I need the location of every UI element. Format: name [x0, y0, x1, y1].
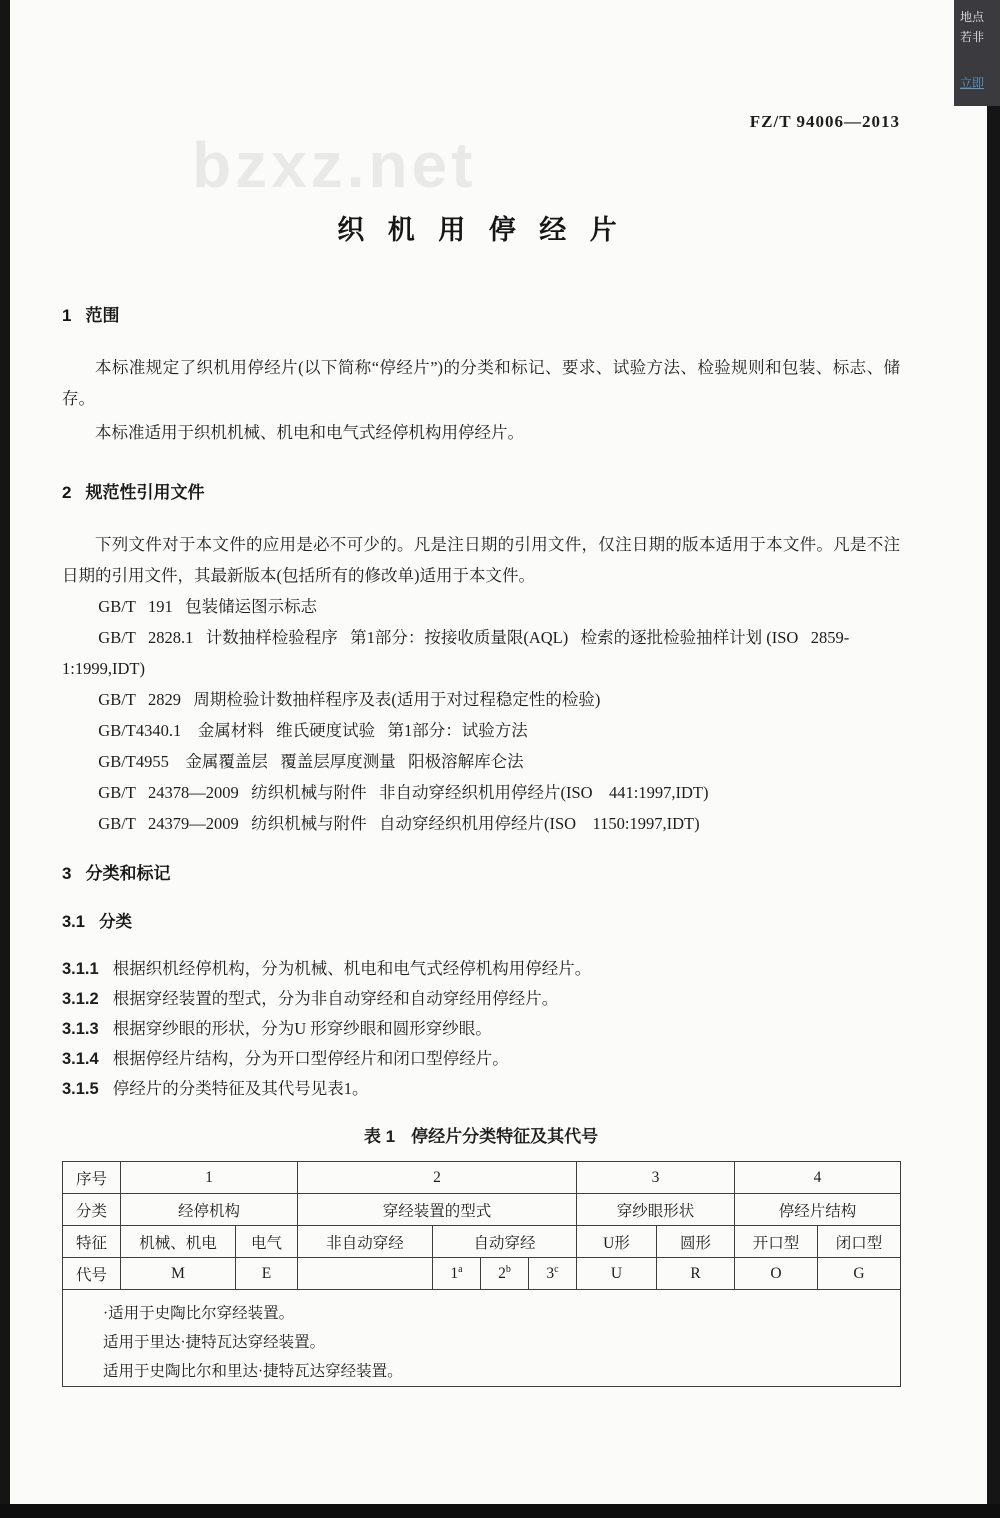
overlay-text-line: 地点 [960, 10, 985, 24]
table-cell: 圆形 [657, 1226, 735, 1258]
section-number: 2 [62, 483, 72, 502]
reference-item: GB/T 191 包装储运图示标志 [98, 597, 318, 616]
left-black-edge [0, 0, 10, 1518]
clause-number: 3.1.1 [62, 960, 99, 978]
footnote-line: 适用于史陶比尔和里达·捷特瓦达穿经装置。 [103, 1363, 403, 1380]
table-caption [62, 1122, 900, 1147]
section-title: 分类和标记 [85, 864, 171, 883]
row-label: 特征 [63, 1226, 121, 1258]
clause-number: 3.1.5 [62, 1080, 99, 1098]
site-overlay-panel [954, 0, 1000, 106]
clause-number: 3.1.3 [62, 1020, 99, 1038]
clause-text: 根据织机经停机构，分为机械、机电和电气式经停机构用停经片。 [112, 959, 592, 978]
row-label: 分类 [63, 1194, 121, 1226]
reference-item: GB/T4340.1 金属材料 维氏硬度试验 第1部分：试验方法 [98, 721, 528, 740]
paragraph: 本标准规定了织机用停经片(以下简称“停经片”)的分类和标记、要求、试验方法、检验规则和包装、标志、储存。 [62, 358, 900, 408]
row-label: 代号 [63, 1258, 121, 1290]
table-cell: G [818, 1258, 901, 1290]
footnote-marker: c [554, 1263, 559, 1275]
table-cell: 穿经装置的型式 [298, 1194, 577, 1226]
table-row [63, 1162, 901, 1194]
clause-number: 3.1.4 [62, 1050, 99, 1068]
table-caption-text: 停经片分类特征及其代号 [411, 1127, 599, 1146]
table-cell: U形 [577, 1226, 657, 1258]
reference-item: GB/T 24378—2009 纺织机械与附件 非自动穿经织机用停经片(ISO 441:1997,IDT) [98, 783, 709, 802]
table-caption-number: 表 1 [363, 1127, 396, 1146]
table-cell [298, 1258, 433, 1290]
table-cell: 非自动穿经 [298, 1226, 433, 1258]
code-value: 2 [498, 1264, 506, 1282]
code-value: 1 [450, 1264, 459, 1282]
right-black-edge [987, 0, 1000, 1518]
table-cell: 停经片结构 [735, 1194, 901, 1226]
table-cell: 3 [577, 1162, 735, 1194]
paragraph: 下列文件对于本文件的应用是必不可少的。凡是注日期的引用文件，仅注日期的版本适用于本文件。凡是不注日期的引用文件，其最新版本(包括所有的修改单)适用于本文件。 [62, 535, 900, 585]
table-cell [433, 1258, 481, 1290]
reference-item: GB/T4955 金属覆盖层 覆盖层厚度测量 阳极溶解库仑法 [98, 752, 524, 771]
section-heading-1 [62, 301, 900, 326]
section-heading-2 [62, 478, 900, 503]
classification-table [62, 1161, 901, 1387]
table-cell: 2 [298, 1162, 577, 1194]
table-cell: 开口型 [735, 1226, 818, 1258]
table-row [63, 1194, 901, 1226]
code-value: 3 [546, 1264, 555, 1282]
table-cell: 经停机构 [121, 1194, 298, 1226]
table-footnotes [63, 1290, 901, 1387]
clause-text: 停经片的分类特征及其代号见表1。 [112, 1079, 369, 1098]
clause-item [62, 1044, 900, 1074]
table-cell: U [577, 1258, 657, 1290]
section-title: 范围 [85, 306, 120, 325]
section-heading-3 [62, 859, 900, 884]
clause-number: 3.1.2 [62, 990, 99, 1008]
bottom-black-edge [0, 1504, 1000, 1518]
footnote-marker: b [505, 1263, 511, 1275]
section-number: 1 [62, 306, 72, 325]
section-title: 分类 [98, 913, 132, 931]
table-cell: O [735, 1258, 818, 1290]
standard-number: FZ/T 94006—2013 [749, 112, 900, 131]
clause-text: 根据停经片结构，分为开口型停经片和闭口型停经片。 [112, 1049, 509, 1068]
table-cell [481, 1258, 529, 1290]
section-number: 3.1 [62, 913, 85, 931]
page-title: 织 机 用 停 经 片 [337, 215, 625, 245]
table-row [63, 1290, 901, 1387]
table-cell: 4 [735, 1162, 901, 1194]
table-cell: 穿纱眼形状 [577, 1194, 735, 1226]
table-cell: 自动穿经 [433, 1226, 577, 1258]
overlay-link[interactable]: 立即 [960, 76, 985, 90]
footnote-marker: a [458, 1263, 463, 1275]
reference-item: GB/T 2829 周期检验计数抽样程序及表(适用于对过程稳定性的检验) [98, 690, 601, 709]
table-cell: M [121, 1258, 236, 1290]
table-cell: 闭口型 [818, 1226, 901, 1258]
watermark-text: bzxz.net [192, 129, 477, 201]
paragraph: 本标准适用于织机机械、机电和电气式经停机构用停经片。 [95, 423, 524, 442]
clause-list [62, 954, 900, 1104]
footnote-line: ·适用于史陶比尔穿经装置。 [103, 1305, 295, 1322]
document-page [62, 0, 900, 1387]
clause-item [62, 1014, 900, 1044]
clause-text: 根据穿经装置的型式，分为非自动穿经和自动穿经用停经片。 [112, 989, 559, 1008]
reference-item: GB/T 24379—2009 纺织机械与附件 自动穿经织机用停经片(ISO 1150:1997,IDT) [98, 814, 700, 833]
clause-item [62, 1074, 900, 1104]
table-row [63, 1226, 901, 1258]
section-number: 3 [62, 864, 72, 883]
table-cell: E [236, 1258, 298, 1290]
table-cell: R [657, 1258, 735, 1290]
table-cell: 电气 [236, 1226, 298, 1258]
section-heading-3-1 [62, 908, 900, 932]
clause-text: 根据穿纱眼的形状，分为U 形穿纱眼和圆形穿纱眼。 [112, 1019, 492, 1038]
clause-item [62, 954, 900, 984]
reference-item: GB/T 2828.1 计数抽样检验程序 第1部分：按接收质量限(AQL) 检索的逐批检验抽样计划 (ISO 2859-1:1999,IDT) [62, 628, 850, 678]
table-row [63, 1258, 901, 1290]
clause-item [62, 984, 900, 1014]
section-title: 规范性引用文件 [85, 483, 205, 502]
row-label: 序号 [63, 1162, 121, 1194]
overlay-text-line: 若非 [960, 30, 985, 44]
table-cell [529, 1258, 577, 1290]
footnote-line: 适用于里达·捷特瓦达穿经装置。 [103, 1334, 326, 1351]
table-cell: 1 [121, 1162, 298, 1194]
table-cell: 机械、机电 [121, 1226, 236, 1258]
